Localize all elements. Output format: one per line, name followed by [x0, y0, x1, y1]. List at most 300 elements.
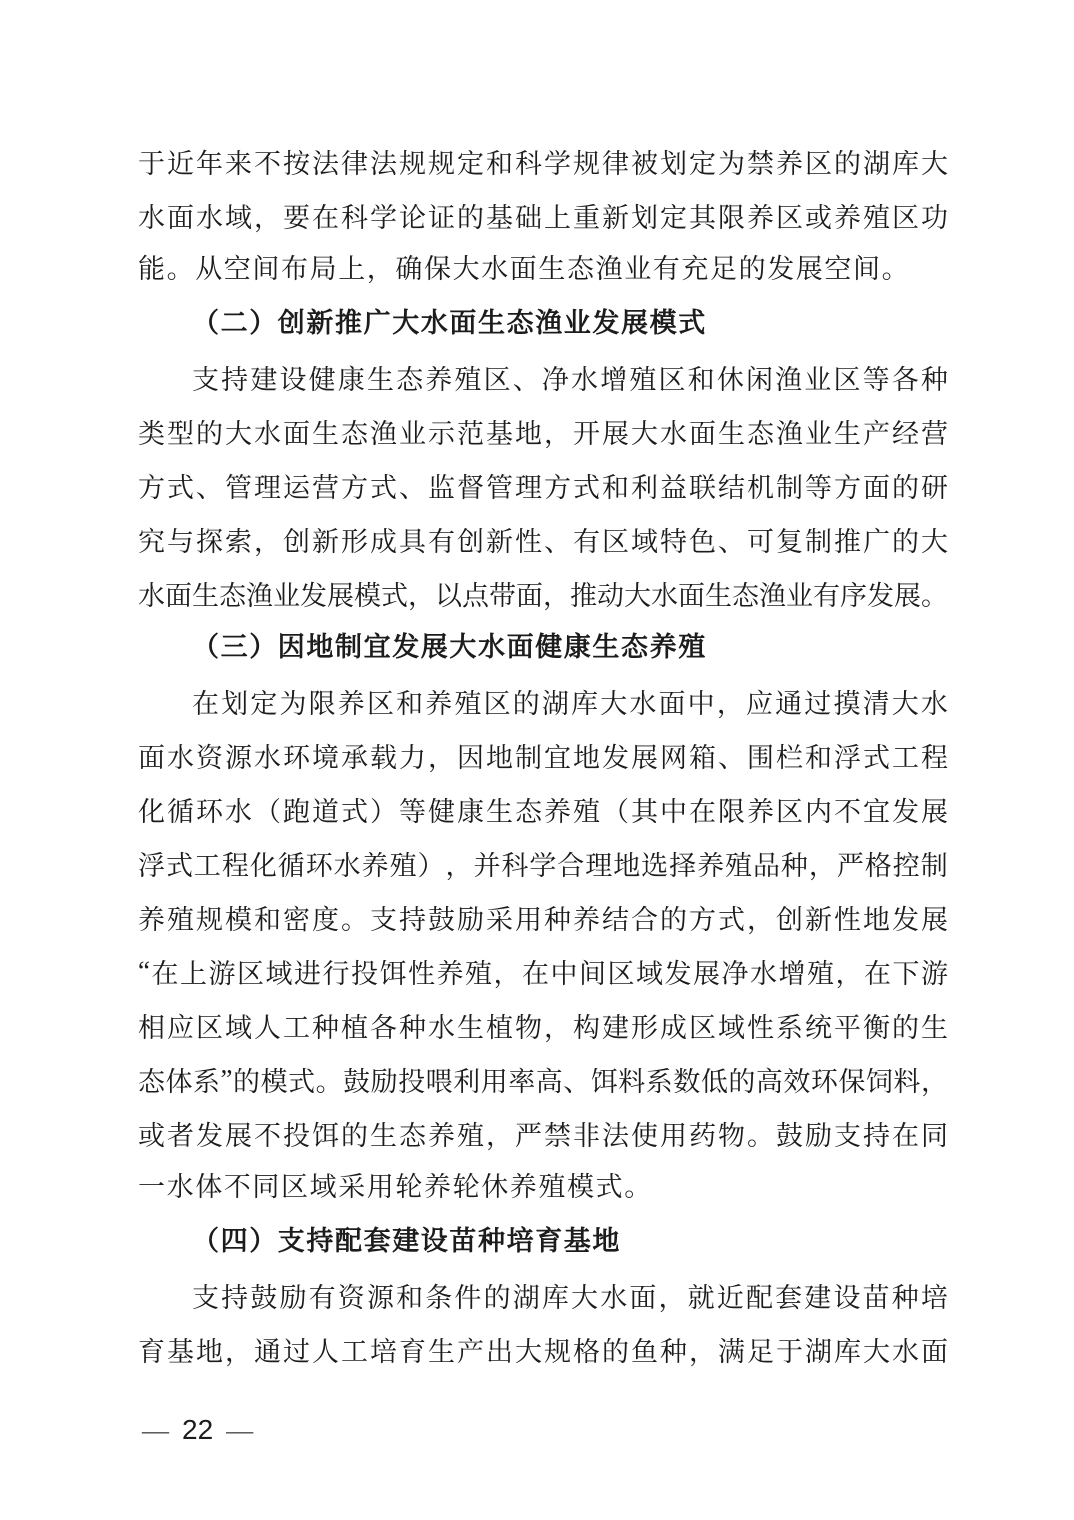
glyph: 方	[834, 472, 861, 503]
glyph: 的	[728, 1066, 756, 1097]
glyph: 足	[747, 1336, 774, 1367]
glyph: 性	[747, 1012, 774, 1043]
glyph: 近	[716, 1282, 744, 1313]
glyph: 养	[697, 850, 725, 881]
glyph: 态	[138, 1066, 165, 1097]
glyph: 或	[805, 202, 832, 233]
glyph: 区	[776, 796, 803, 827]
glyph: 养	[747, 202, 774, 233]
glyph: 创	[776, 904, 803, 935]
glyph: 新	[312, 526, 339, 557]
glyph: 鼓	[428, 904, 455, 935]
glyph: ，	[658, 1282, 686, 1313]
glyph: 区	[236, 958, 264, 989]
glyph: 新	[602, 202, 629, 233]
glyph: （	[602, 796, 629, 827]
glyph: 套	[775, 1282, 803, 1313]
glyph: 鼓	[776, 1120, 803, 1151]
glyph: 理	[254, 472, 281, 503]
glyph: 水	[749, 958, 777, 989]
glyph: 式	[165, 850, 193, 881]
glyph: ，	[689, 1336, 716, 1367]
page-number: 22	[182, 1414, 214, 1445]
glyph: 箱	[689, 742, 716, 773]
glyph: 水	[651, 580, 678, 611]
glyph: 面	[167, 202, 194, 233]
text-line	[138, 674, 948, 728]
glyph: 式	[288, 1066, 316, 1097]
glyph: 态	[399, 1120, 426, 1151]
text-line	[138, 836, 948, 890]
glyph: 和	[396, 1282, 424, 1313]
glyph: 种	[920, 364, 948, 395]
glyph: 要	[283, 202, 310, 233]
glyph: 规	[573, 148, 600, 179]
glyph: 、	[399, 472, 426, 503]
footer-dash-left: —	[142, 1415, 169, 1445]
glyph: 水	[629, 688, 657, 719]
glyph: 制	[805, 526, 832, 557]
glyph: 库	[892, 148, 919, 179]
glyph: 和	[486, 148, 513, 179]
glyph: 设	[279, 364, 307, 395]
glyph: ）	[417, 850, 445, 881]
glyph: 殖	[454, 364, 482, 395]
glyph: ，	[254, 526, 281, 557]
glyph: 水	[571, 364, 599, 395]
glyph: 净	[721, 958, 749, 989]
glyph: 物	[718, 1120, 745, 1151]
document-body	[138, 134, 948, 1376]
text-line: 一水体不同区域采用轮养轮休养殖模式。	[138, 1172, 653, 1202]
glyph: 展	[327, 580, 354, 611]
glyph: 相	[138, 1012, 165, 1043]
glyph: 式	[573, 472, 600, 503]
glyph: 规	[544, 1336, 571, 1367]
glyph: 殖	[863, 202, 890, 233]
glyph: 在	[892, 1120, 919, 1151]
glyph: 于	[776, 1336, 803, 1367]
glyph: 区	[366, 688, 394, 719]
glyph: 的	[660, 904, 687, 935]
glyph: ，	[920, 1066, 948, 1097]
glyph: 使	[631, 1120, 658, 1151]
glyph: 态	[219, 580, 246, 611]
glyph: 水	[920, 688, 948, 719]
glyph: 殖	[454, 688, 482, 719]
glyph: 闲	[745, 364, 773, 395]
glyph: 建	[602, 1012, 629, 1043]
glyph: 开	[573, 418, 600, 449]
glyph: 大	[921, 148, 948, 179]
glyph: 面	[629, 1282, 657, 1313]
glyph: 区	[483, 364, 511, 395]
glyph: 限	[718, 202, 745, 233]
glyph: 禁	[544, 1120, 571, 1151]
glyph: 网	[660, 742, 687, 773]
glyph: “	[138, 955, 150, 986]
glyph: 湖	[805, 1336, 832, 1367]
glyph: 运	[283, 472, 310, 503]
glyph: 规	[196, 904, 223, 935]
glyph: 态	[732, 580, 759, 611]
glyph: 大	[515, 1336, 542, 1367]
section-heading: （四）支持配套建设苗种培育基地	[192, 1226, 621, 1256]
glyph: 不	[834, 796, 861, 827]
glyph: 增	[778, 958, 806, 989]
glyph: 划	[631, 202, 658, 233]
glyph: 持	[221, 364, 249, 395]
glyph: 生	[312, 418, 339, 449]
glyph: 密	[283, 904, 310, 935]
glyph: 来	[225, 148, 252, 179]
glyph: 过	[804, 688, 832, 719]
glyph: 循	[167, 796, 194, 827]
glyph: 水	[660, 418, 687, 449]
glyph: 限	[308, 688, 336, 719]
glyph: 式	[718, 904, 745, 935]
glyph: 的	[602, 1336, 629, 1367]
glyph: 喂	[425, 1066, 453, 1097]
glyph: 。	[315, 1066, 343, 1097]
glyph: 等	[399, 796, 426, 827]
glyph: 基	[486, 418, 513, 449]
glyph: 性	[515, 526, 542, 557]
glyph: 利	[453, 1066, 481, 1097]
glyph: 规	[399, 148, 426, 179]
glyph: 其	[631, 796, 658, 827]
glyph: 与	[167, 526, 194, 557]
text-line	[138, 782, 948, 836]
glyph: ，	[544, 1012, 571, 1043]
glyph: 养	[425, 688, 453, 719]
glyph: 模	[225, 904, 252, 935]
glyph: 水	[196, 202, 223, 233]
glyph: 限	[718, 796, 745, 827]
glyph: 区	[833, 364, 861, 395]
glyph: 划	[660, 148, 687, 179]
glyph: ，	[543, 580, 570, 611]
glyph: 通	[254, 1336, 281, 1367]
glyph: 大	[600, 688, 628, 719]
glyph: 用	[660, 1120, 687, 1151]
glyph: 的	[512, 688, 540, 719]
glyph: 水	[138, 202, 165, 233]
glyph: 区	[689, 1012, 716, 1043]
glyph: 苗	[862, 1282, 890, 1313]
glyph: 按	[283, 148, 310, 179]
glyph: 序	[840, 580, 867, 611]
glyph: 基	[486, 202, 513, 233]
text-line	[138, 728, 948, 782]
glyph: 面	[516, 580, 543, 611]
glyph: 系	[776, 1012, 803, 1043]
glyph: 结	[602, 904, 629, 935]
glyph: 水	[333, 850, 361, 881]
glyph: 植	[486, 1012, 513, 1043]
glyph: 发	[867, 580, 894, 611]
glyph: 水	[600, 1282, 628, 1313]
glyph: 高	[535, 1066, 563, 1097]
glyph: 形	[341, 526, 368, 557]
glyph: 结	[718, 472, 745, 503]
glyph: 生	[457, 1012, 484, 1043]
glyph: 性	[407, 958, 435, 989]
glyph: 示	[428, 418, 455, 449]
glyph: 律	[341, 148, 368, 179]
glyph: 的	[834, 148, 861, 179]
glyph: ”	[220, 1063, 233, 1094]
glyph: 品	[752, 850, 780, 881]
glyph: 业	[804, 364, 832, 395]
glyph: 中	[687, 688, 715, 719]
glyph: 浮	[834, 742, 861, 773]
section-heading: （二）创新推广大水面生态渔业发展模式	[192, 308, 707, 338]
glyph: 律	[602, 148, 629, 179]
glyph: 渔	[246, 580, 273, 611]
glyph: 、	[718, 526, 745, 557]
glyph: 物	[515, 1012, 542, 1043]
glyph: 料	[618, 1066, 646, 1097]
glyph: 模	[354, 580, 381, 611]
glyph: ，	[445, 850, 473, 881]
glyph: 度	[312, 904, 339, 935]
glyph: ，	[493, 958, 521, 989]
glyph: 等	[862, 364, 890, 395]
glyph: 理	[515, 472, 542, 503]
glyph: 区	[805, 148, 832, 179]
glyph: 支	[834, 1120, 861, 1151]
glyph: 不	[254, 148, 281, 179]
glyph: 水	[167, 742, 194, 773]
glyph: 养	[544, 796, 571, 827]
glyph: 论	[399, 202, 426, 233]
glyph: 成	[370, 526, 397, 557]
glyph: 建	[804, 1282, 832, 1313]
glyph: 殖	[806, 958, 834, 989]
glyph: 区	[196, 1012, 223, 1043]
glyph: 法	[312, 148, 339, 179]
glyph: 健	[428, 796, 455, 827]
glyph: 态	[747, 418, 774, 449]
glyph: 工	[193, 850, 221, 881]
glyph: 饵	[590, 1066, 618, 1097]
glyph: 上	[544, 202, 571, 233]
glyph: 督	[457, 472, 484, 503]
glyph: 带	[489, 580, 516, 611]
glyph: 支	[370, 904, 397, 935]
glyph: 养	[776, 148, 803, 179]
glyph: 励	[279, 1282, 307, 1313]
glyph: 形	[631, 1012, 658, 1043]
glyph: 和	[602, 472, 629, 503]
glyph: 展	[692, 958, 720, 989]
glyph: 定	[457, 148, 484, 179]
glyph: 禁	[747, 148, 774, 179]
glyph: 和	[687, 364, 715, 395]
glyph: 湖	[512, 1282, 540, 1313]
glyph: 鼓	[343, 1066, 371, 1097]
glyph: 特	[660, 526, 687, 557]
glyph: 为	[718, 148, 745, 179]
glyph: 新	[805, 904, 832, 935]
glyph: 源	[366, 1282, 394, 1313]
glyph: 发	[602, 742, 629, 773]
glyph: 究	[138, 526, 165, 557]
glyph: 方	[689, 904, 716, 935]
glyph: 展	[921, 796, 948, 827]
glyph: 域	[265, 958, 293, 989]
glyph: 游	[920, 958, 948, 989]
glyph: 营	[921, 418, 948, 449]
glyph: 择	[669, 850, 697, 881]
glyph: 水	[225, 796, 252, 827]
glyph: 选	[641, 850, 669, 881]
glyph: 。	[921, 580, 948, 611]
glyph: 制	[920, 850, 948, 881]
text-line	[138, 566, 948, 620]
glyph: 展	[894, 580, 921, 611]
glyph: 展	[602, 418, 629, 449]
glyph: 其	[689, 202, 716, 233]
text-line	[138, 890, 948, 944]
glyph: 养	[834, 202, 861, 233]
glyph: 大	[571, 1282, 599, 1313]
glyph: 培	[920, 1282, 948, 1313]
glyph: 地	[613, 850, 641, 881]
glyph: 研	[921, 472, 948, 503]
glyph: 可	[747, 526, 774, 557]
glyph: 养	[436, 958, 464, 989]
glyph: 源	[225, 742, 252, 773]
glyph: 模	[260, 1066, 288, 1097]
glyph: 水	[138, 580, 165, 611]
glyph: 宜	[863, 796, 890, 827]
glyph: 衡	[863, 1012, 890, 1043]
glyph: 合	[631, 904, 658, 935]
glyph: 和	[396, 688, 424, 719]
glyph: 业	[399, 418, 426, 449]
glyph: 循	[277, 850, 305, 881]
glyph: 环	[196, 796, 223, 827]
glyph: 复	[776, 526, 803, 557]
glyph: 跑	[283, 796, 310, 827]
glyph: 生	[370, 1120, 397, 1151]
glyph: 过	[283, 1336, 310, 1367]
glyph: 工	[341, 1336, 368, 1367]
glyph: 有	[428, 526, 455, 557]
glyph: 区	[776, 202, 803, 233]
glyph: 低	[700, 1066, 728, 1097]
glyph: 面	[689, 418, 716, 449]
glyph: 养	[573, 904, 600, 935]
glyph: 面	[863, 472, 890, 503]
glyph: 类	[138, 418, 165, 449]
glyph: 推	[570, 580, 597, 611]
glyph: 法	[602, 1120, 629, 1151]
glyph: 学	[529, 850, 557, 881]
glyph: 休	[716, 364, 744, 395]
glyph: 域	[225, 202, 252, 233]
glyph: 投	[398, 1066, 426, 1097]
glyph: 控	[892, 850, 920, 881]
glyph: ，	[544, 418, 571, 449]
glyph: 投	[283, 1120, 310, 1151]
glyph: 资	[337, 1282, 365, 1313]
glyph: 种	[544, 904, 571, 935]
glyph: 大	[863, 1336, 890, 1367]
glyph: 养	[425, 364, 453, 395]
glyph: 药	[689, 1120, 716, 1151]
glyph: 殖	[573, 796, 600, 827]
glyph: 式	[370, 472, 397, 503]
glyph: 在	[192, 688, 219, 719]
glyph: 域	[718, 1012, 745, 1043]
glyph: 励	[805, 1120, 832, 1151]
glyph: 定	[660, 202, 687, 233]
glyph: 因	[457, 742, 484, 773]
glyph: ，	[747, 904, 774, 935]
glyph: 高	[755, 1066, 783, 1097]
glyph: 域	[631, 526, 658, 557]
glyph: 态	[396, 364, 424, 395]
glyph: 殖	[167, 904, 194, 935]
text-line	[138, 188, 948, 242]
glyph: 体	[165, 1066, 193, 1097]
glyph: 同	[921, 1120, 948, 1151]
glyph: 境	[312, 742, 339, 773]
glyph: 在	[521, 958, 549, 989]
glyph: 生	[366, 364, 394, 395]
text-line	[138, 1052, 948, 1106]
glyph: 养	[138, 904, 165, 935]
glyph: 渔	[370, 418, 397, 449]
text-line	[138, 458, 948, 512]
glyph: 的	[341, 1120, 368, 1151]
glyph: 励	[370, 1066, 398, 1097]
glyph: 严	[515, 1120, 542, 1151]
glyph: 发	[892, 796, 919, 827]
text-line	[138, 1106, 948, 1160]
glyph: 应	[167, 1012, 194, 1043]
glyph: 为	[279, 688, 307, 719]
glyph: 学	[370, 202, 397, 233]
glyph: 索	[225, 526, 252, 557]
glyph: 划	[221, 688, 249, 719]
glyph: 大	[891, 688, 919, 719]
glyph: 种	[780, 850, 808, 881]
glyph: 性	[834, 904, 861, 935]
glyph: ，	[408, 580, 435, 611]
glyph: 式	[167, 472, 194, 503]
glyph: 件	[454, 1282, 482, 1313]
text-line	[138, 512, 948, 566]
glyph: 区	[602, 526, 629, 557]
glyph: 和	[805, 742, 832, 773]
glyph: 渔	[776, 418, 803, 449]
glyph: 支	[192, 1282, 219, 1313]
glyph: 具	[399, 526, 426, 557]
glyph: 大	[624, 580, 651, 611]
glyph: 区	[892, 202, 919, 233]
glyph: 上	[179, 958, 207, 989]
glyph: 殖	[464, 958, 492, 989]
glyph: 广	[863, 526, 890, 557]
glyph: 效	[783, 1066, 811, 1097]
glyph: 的	[233, 1066, 261, 1097]
glyph: 础	[515, 202, 542, 233]
glyph: 饵	[312, 1120, 339, 1151]
